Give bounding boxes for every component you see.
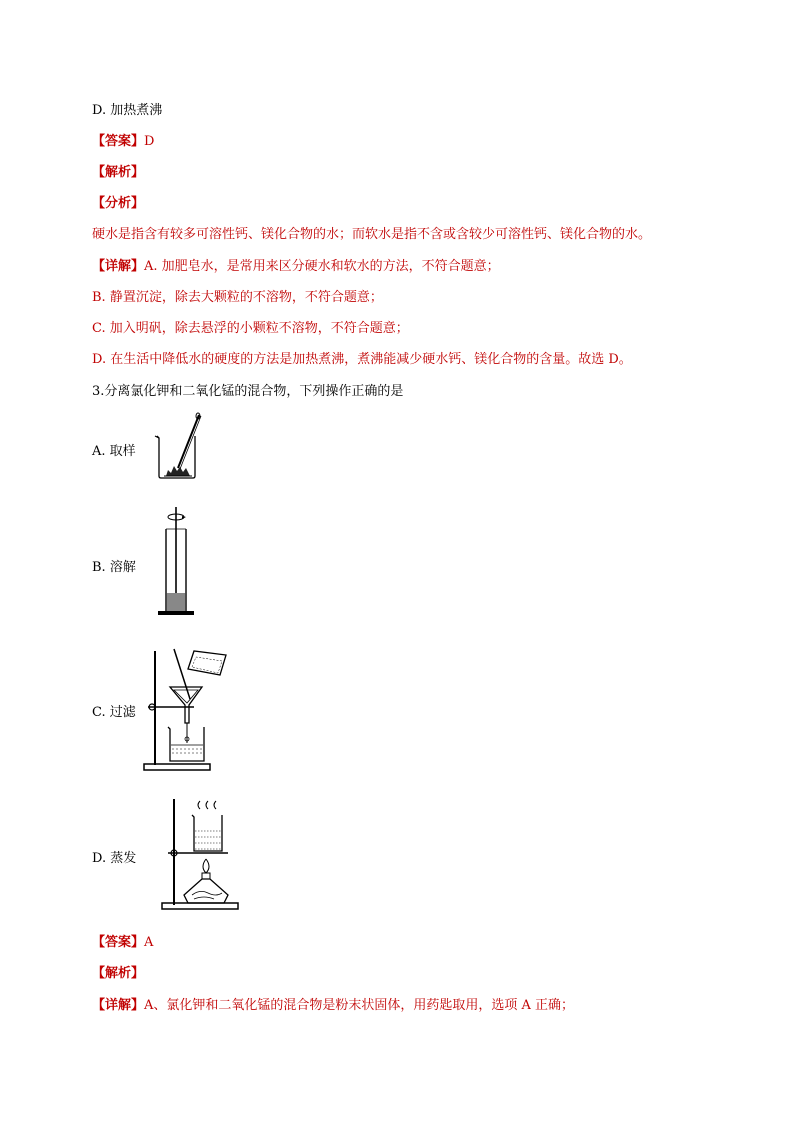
answer-tag: 【答案】 — [92, 134, 145, 149]
graduated-cylinder-figure — [156, 505, 198, 619]
detail2-line — [92, 997, 574, 1015]
detail-a-text: A. 加肥皂水，是常用来区分硬水和软水的方法，不符合题意； — [144, 259, 500, 274]
option-d-label: D. 蒸发 — [92, 851, 137, 866]
fenxi-heading: 【分析】 — [92, 196, 145, 211]
answer2-line — [92, 934, 153, 952]
filtration-figure — [142, 645, 232, 773]
detail2-text: A、氯化钾和二氧化锰的混合物是粉末状固体，用药匙取用，选项 A 正确； — [144, 998, 575, 1013]
answer2-tag: 【答案】 — [92, 935, 145, 950]
fenxi-text: 硬水是指含有较多可溶性钙、镁化合物的水；而软水是指不含或含较少可溶性钙、镁化合物的水。 — [92, 227, 652, 242]
detail-b-line: B. 静置沉淀，除去大颗粒的不溶物，不符合题意； — [92, 290, 383, 305]
option-d-line: D. 加热煮沸 — [92, 103, 163, 118]
question-3: 3.分离氯化钾和二氧化锰的混合物，下列操作正确的是 — [92, 384, 404, 399]
evaporation-figure — [154, 795, 240, 913]
detail-tag: 【详解】 — [92, 259, 145, 274]
option-b-label: B. 溶解 — [92, 560, 136, 575]
detail-c-line: C. 加入明矾，除去悬浮的小颗粒不溶物，不符合题意； — [92, 321, 409, 336]
option-c-label: C. 过滤 — [92, 705, 136, 720]
option-a-label: A. 取样 — [92, 444, 136, 459]
answer-value: D — [144, 134, 155, 149]
beaker-sampling-figure — [152, 412, 204, 482]
detail2-tag: 【详解】 — [92, 998, 145, 1013]
detail-a-line — [92, 258, 500, 276]
analysis2-heading: 【解析】 — [92, 966, 145, 981]
answer-line — [92, 133, 154, 151]
detail-d-line: D. 在生活中降低水的硬度的方法是加热煮沸，煮沸能减少硬水钙、镁化合物的含量。故选 D。 — [92, 352, 632, 367]
answer2-value: A — [144, 935, 154, 950]
analysis-heading: 【解析】 — [92, 165, 145, 180]
